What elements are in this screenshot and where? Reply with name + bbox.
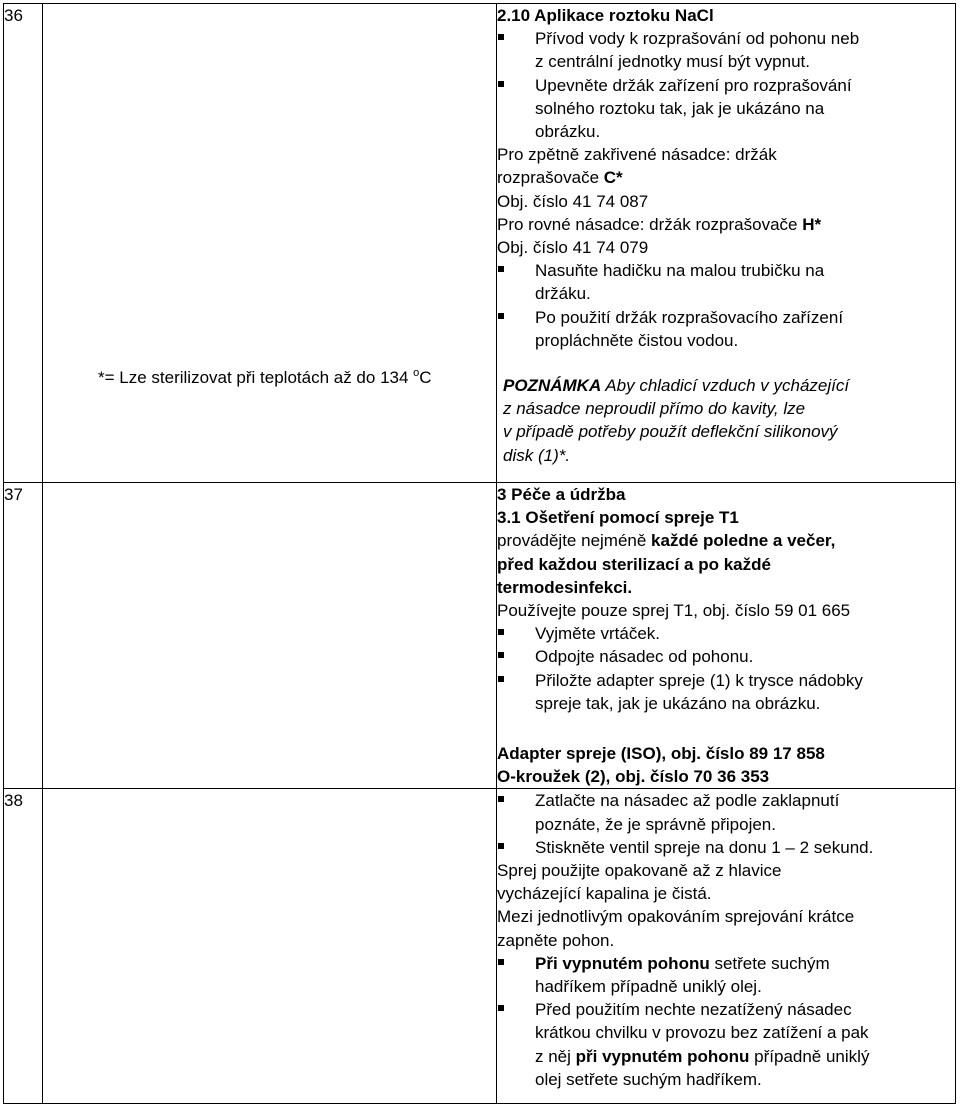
table-row [4,789,956,1104]
bullet-square-icon [498,796,504,802]
section-heading: 2.10 Aplikace roztoku NaCl [497,6,714,25]
section-heading: 3 Péče a údržba [497,485,626,504]
bullet-square-icon [498,652,504,658]
text-span: z něj [535,1046,576,1066]
order-number: Obj. číslo 41 74 087 [497,191,649,211]
text-span: rozprašovače [497,168,604,188]
bullet-item [497,306,955,329]
text-line: Odpojte násadec od pohonu. [535,647,754,667]
note-label: POZNÁMKA [503,376,602,396]
text-line: olej setřete suchým hadříkem. [535,1069,762,1089]
subsection-heading: 3.1 Ošetření pomocí spreje T1 [497,508,739,528]
text-line: Zatlačte na násadec až podle zaklapnutí [535,791,840,811]
text-line: Stiskněte ventil spreje na donu 1 – 2 sekund. [535,837,874,857]
text-span: Aby chladicí vzduch v ycházející [601,376,850,396]
step-number: 36 [4,4,43,483]
bullet-item [497,645,955,668]
parts-line: Adapter spreje (ISO), obj. číslo 89 17 858 [497,744,825,764]
bullet-square-icon [498,629,504,635]
order-number: Obj. číslo 41 74 079 [497,238,649,258]
text-line: Přiložte adapter spreje (1) k trysce nádobky [535,670,863,690]
step-number: 38 [4,789,43,1104]
text-line [497,213,955,236]
holder-code: H* [802,214,822,234]
text-line: Sprej použijte opakovaně až z hlavice [497,861,782,881]
bullet-item [497,259,955,282]
text-line: termodesinfekci. [497,577,633,597]
bullet-item [497,669,955,692]
text-line: Pro zpětně zakřivené násadce: držák [497,145,777,165]
text-line: poznáte, že je správně připojen. [535,814,776,834]
text-line: Před použitím nechte nezatížený násadec [535,1000,852,1020]
text-line: obrázku. [535,122,601,142]
bullet-item [497,789,955,812]
text-line: Upevněte držák zařízení pro rozprašování [535,75,852,95]
footnote-text: *= Lze sterilizovat při teplotách až do 134 [98,368,414,387]
text-line: držáku. [535,284,591,304]
emphasis-text: Při vypnutém pohonu [535,953,710,973]
text-span: Pro rovné násadce: držák rozprašovače [497,214,803,234]
text-line: solného roztoku tak, jak je ukázáno na [535,98,825,118]
text-line [497,529,955,552]
text-span: provádějte nejméně [497,531,652,551]
text-line: Nasuňte hadičku na malou trubičku na [535,261,825,281]
text-line: v případě potřeby použít deflekční silikonový [503,422,838,442]
bullet-item [497,998,955,1021]
footnote-unit: C [419,368,432,387]
text-line: z násadce neproudil přímo do kavity, lze [503,399,806,419]
instruction-text-cell [497,483,956,789]
text-span: setřete suchým [709,953,830,973]
text-line: Vyjměte vrtáček. [535,624,661,644]
table-row [4,4,956,483]
text-line [497,1045,955,1068]
bullet-item [497,836,955,859]
text-line [497,166,955,189]
bullet-square-icon [498,843,504,849]
emphasis-text: každé poledne a večer, [651,531,836,551]
instruction-text-cell [497,789,956,1104]
degree-sup: o [413,367,420,379]
parts-line: O-kroužek (2), obj. číslo 70 36 353 [497,767,770,787]
bullet-item [497,74,955,97]
text-line: Po použití držák rozprašovacího zařízení [535,307,844,327]
bullet-item [497,622,955,645]
text-line: z centrální jednotky musí být vypnut. [535,52,810,72]
step-number: 37 [4,483,43,789]
text-line [503,374,955,397]
text-line: krátkou chvilku v provozu bez zatížení a pak [535,1023,869,1043]
bullet-item [497,27,955,50]
bullet-square-icon [498,266,504,272]
illustration-cell [43,789,497,1104]
text-span: případně uniklý [749,1046,870,1066]
bullet-square-icon [498,1005,504,1011]
note-block [497,374,955,467]
bullet-square-icon [498,34,504,40]
bullet-square-icon [498,313,504,319]
bullet-square-icon [498,676,504,682]
text-line: spreje tak, jak je ukázáno na obrázku. [535,693,821,713]
footnote [98,368,432,388]
text-line: zapněte pohon. [497,930,615,950]
instruction-table [3,3,956,1104]
bullet-item [497,952,955,975]
text-line: před každou sterilizací a po každé [497,554,771,574]
bullet-square-icon [498,81,504,87]
bullet-square-icon [498,959,504,965]
text-line: Přívod vody k rozprašování od pohonu neb [535,29,860,49]
text-line: disk (1)*. [503,445,571,465]
table-row [4,483,956,789]
text-line: vycházející kapalina je čistá. [497,884,712,904]
text-line: hadříkem případně uniklý olej. [535,977,762,997]
text-line: propláchněte čistou vodou. [535,330,739,350]
holder-code: C* [603,168,623,188]
illustration-cell [43,4,497,483]
text-line: Používejte pouze sprej T1, obj. číslo 59 01 665 [497,601,851,621]
instruction-text-cell [497,4,956,483]
text-line: Mezi jednotlivým opakováním sprejování krátce [497,907,855,927]
illustration-cell [43,483,497,789]
emphasis-text: při vypnutém pohonu [575,1046,750,1066]
